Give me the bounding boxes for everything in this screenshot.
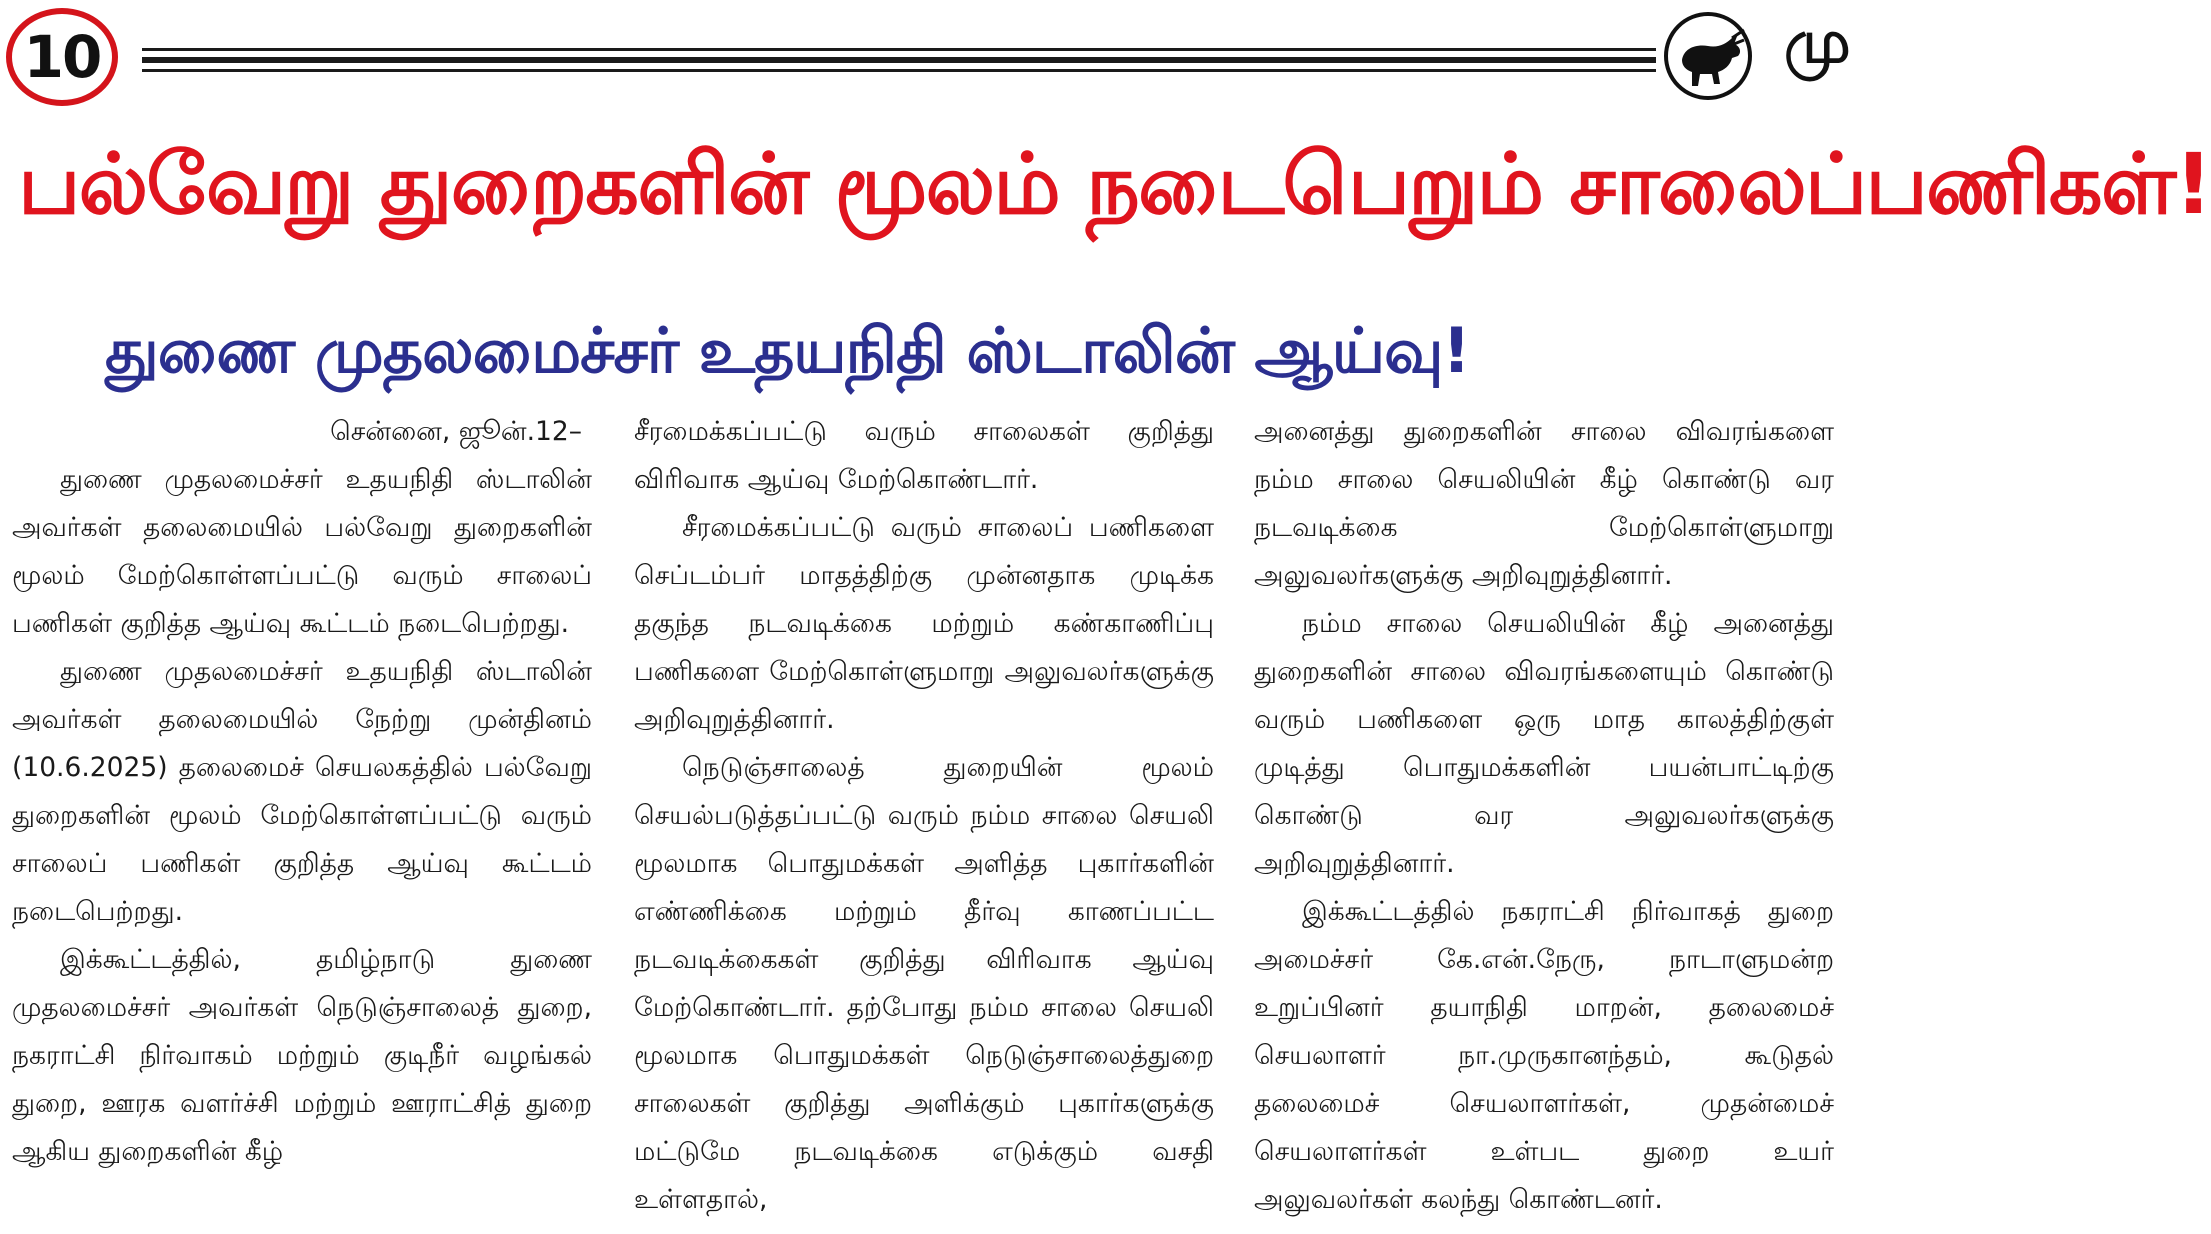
headline: பல்வேறு துறைகளின் மூலம் நடைபெறும் சாலைப்பணிகள்! <box>18 135 2211 233</box>
paragraph: துணை முதலமைச்சர் உதயநிதி ஸ்டாலின் அவர்கள் தலைமையில் நேற்று முன்தினம் (10.6.2025) தலைமைச் செயலகத்தில் பல்வேறு துறைகளின் மூலம் மேற்கொள்ளப்பட்டு வரும் சாலைப் பணிகள் குறித்த ஆய்வு கூட்டம் நடைபெற்றது. <box>12 656 592 927</box>
bull-icon <box>1674 26 1746 92</box>
paragraph: நெடுஞ்சாலைத் துறையின் மூலம் செயல்படுத்தப்பட்டு வரும் நம்ம சாலை செயலி மூலமாக பொதுமக்கள் அளித்த புகார்களின் எண்ணிக்கை மற்றும் தீர்வு காணப்பட்ட நடவடிக்கைகள் குறித்து விரிவாக ஆய்வு மேற்கொண்டார். தற்போது நம்ம சாலை செயலி மூலமாக பொதுமக்கள் நெடுஞ்சாலைத்துறை சாலைகள் குறித்து அளிக்கும் புகார்களுக்கு மட்டுமே நடவடிக்கை எடுக்கும் வசதி உள்ளதால், <box>634 752 1214 1215</box>
paragraph: நம்ம சாலை செயலியின் கீழ் அனைத்து துறைகளின் சாலை விவரங்களையும் கொண்டு வரும் பணிகளை ஒரு மாத காலத்திற்குள் முடித்து பொதுமக்களின் பயன்பாட்டிற்கு கொண்டு வர அலுவலர்களுக்கு அறிவுறுத்தினார். <box>1254 608 1834 879</box>
article-column-3 <box>1254 408 1834 1224</box>
page-number-badge <box>6 8 118 106</box>
header-rule-bottom <box>142 69 1656 72</box>
paragraph: சீரமைக்கப்பட்டு வரும் சாலைகள் குறித்து விரிவாக ஆய்வு மேற்கொண்டார். <box>634 416 1214 495</box>
subheadline: துணை முதலமைச்சர் உதயநிதி ஸ்டாலின் ஆய்வு! <box>105 314 1470 387</box>
dateline: சென்னை, ஜூன்.12– <box>330 416 582 447</box>
paragraph: இக்கூட்டத்தில் நகராட்சி நிர்வாகத் துறை அமைச்சர் கே.என்.நேரு, நாடாளுமன்ற உறுப்பினர் தயாநிதி மாறன், தலைமைச் செயலாளர் நா.முருகானந்தம், கூடுதல் தலைமைச் செயலாளர்கள், முதன்மைச் செயலாளர்கள் உள்பட துறை உயர் அலுவலர்கள் கலந்து கொண்டனர். <box>1254 896 1834 1215</box>
masthead-fragment: மு <box>1784 7 1851 77</box>
bull-emblem-icon <box>1664 12 1752 100</box>
article-column-2 <box>634 408 1214 1224</box>
header-rule-top <box>142 48 1656 51</box>
header-rule-middle <box>142 57 1656 63</box>
article-column-1 <box>12 408 592 1176</box>
paragraph: துணை முதலமைச்சர் உதயநிதி ஸ்டாலின் அவர்கள் தலைமையில் பல்வேறு துறைகளின் மூலம் மேற்கொள்ளப்பட்டு வரும் சாலைப் பணிகள் குறித்த ஆய்வு கூட்டம் நடைபெற்றது. <box>12 464 592 639</box>
paragraph: அனைத்து துறைகளின் சாலை விவரங்களை நம்ம சாலை செயலியின் கீழ் கொண்டு வர நடவடிக்கை மேற்கொள்ளுமாறு அலுவலர்களுக்கு அறிவுறுத்தினார். <box>1254 416 1834 591</box>
page-number: 10 <box>23 23 101 91</box>
paragraph: இக்கூட்டத்தில், தமிழ்நாடு துணை முதலமைச்சர் அவர்கள் நெடுஞ்சாலைத் துறை, நகராட்சி நிர்வாகம் மற்றும் குடிநீர் வழங்கல் துறை, ஊரக வளர்ச்சி மற்றும் ஊராட்சித் துறை ஆகிய துறைகளின் கீழ் <box>12 944 592 1167</box>
paragraph: சீரமைக்கப்பட்டு வரும் சாலைப் பணிகளை செப்டம்பர் மாதத்திற்கு முன்னதாக முடிக்க தகுந்த நடவடிக்கை மற்றும் கண்காணிப்பு பணிகளை மேற்கொள்ளுமாறு அலுவலர்களுக்கு அறிவுறுத்தினார். <box>634 512 1214 735</box>
